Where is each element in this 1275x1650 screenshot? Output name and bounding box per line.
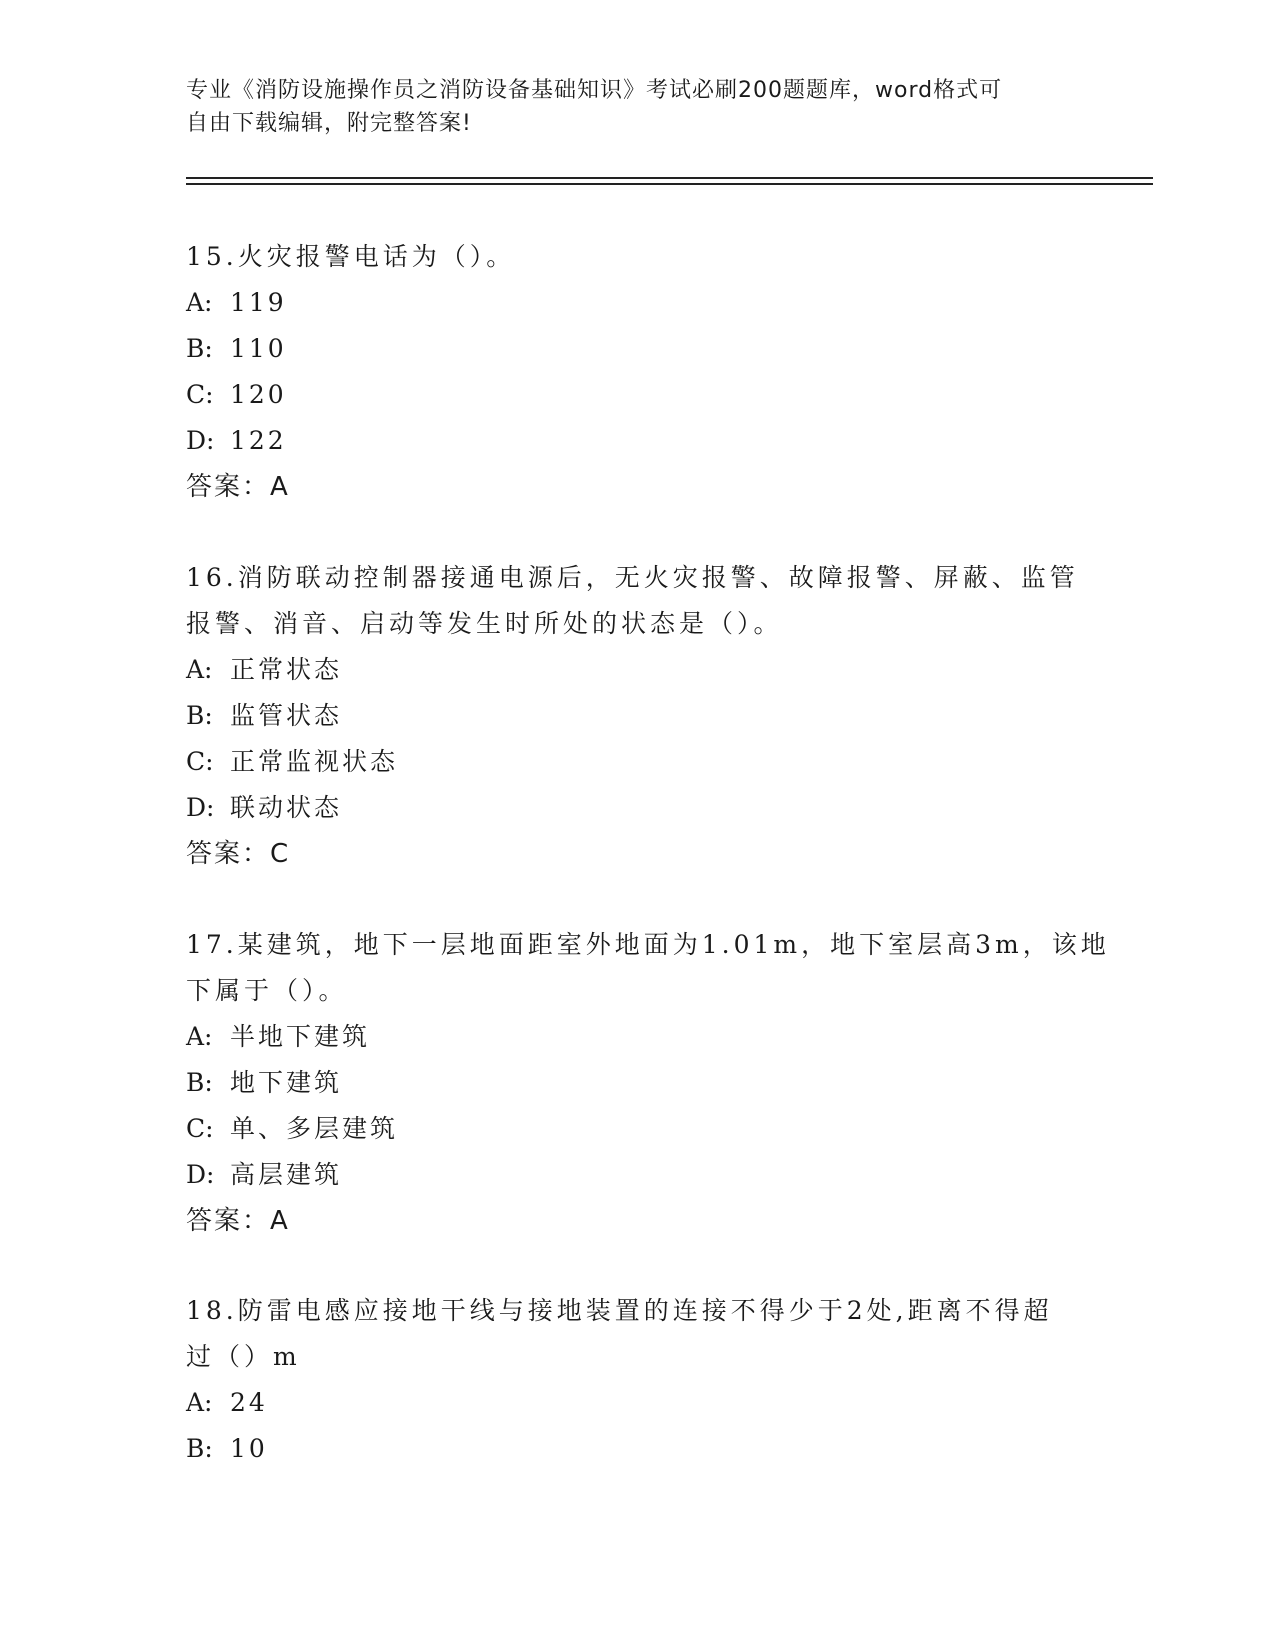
- document-header: [186, 74, 1086, 140]
- question-stem: 15.火灾报警电话为（）。: [186, 242, 516, 271]
- option-text: 高层建筑: [230, 1160, 343, 1189]
- option-c: [186, 739, 1086, 785]
- option-key: A:: [186, 288, 213, 317]
- option-d: [186, 418, 1086, 464]
- option-key: A:: [186, 655, 213, 684]
- question-18: [186, 1288, 1086, 1472]
- option-key: C:: [186, 1114, 214, 1143]
- option-key: B:: [186, 1434, 213, 1463]
- question-15: [186, 234, 1086, 510]
- option-b: [186, 1426, 1086, 1472]
- option-key: D:: [186, 426, 215, 455]
- answer-line: 答案：A: [186, 1206, 290, 1236]
- option-text: 正常状态: [230, 655, 343, 684]
- option-a: [186, 1014, 1086, 1060]
- option-text: 地下建筑: [230, 1068, 343, 1097]
- option-key: A:: [186, 1022, 213, 1051]
- option-text: 监管状态: [230, 701, 343, 730]
- option-text: 119: [230, 288, 287, 317]
- option-a: [186, 647, 1086, 693]
- question-stem-line-1: 17.某建筑，地下一层地面距室外地面为1.01m，地下室层高3m，该地: [186, 930, 1110, 959]
- option-key: A:: [186, 1388, 213, 1417]
- option-d: [186, 1152, 1086, 1198]
- option-key: D:: [186, 793, 215, 822]
- option-b: [186, 693, 1086, 739]
- option-text: 24: [230, 1388, 268, 1417]
- answer-line: 答案：C: [186, 839, 291, 869]
- option-key: B:: [186, 701, 213, 730]
- header-divider-bottom: [186, 183, 1153, 185]
- option-b: [186, 326, 1086, 372]
- option-a: [186, 1380, 1086, 1426]
- header-divider-top: [186, 177, 1153, 179]
- option-text: 正常监视状态: [230, 747, 399, 776]
- option-key: B:: [186, 334, 213, 363]
- option-text: 单、多层建筑: [230, 1114, 399, 1143]
- header-line-2: 自由下载编辑，附完整答案!: [186, 111, 472, 136]
- option-key: B:: [186, 1068, 213, 1097]
- question-stem-line-1: 18.防雷电感应接地干线与接地装置的连接不得少于2处,距离不得超: [186, 1296, 1053, 1325]
- option-text: 联动状态: [230, 793, 343, 822]
- option-key: C:: [186, 747, 214, 776]
- option-text: 110: [230, 334, 287, 363]
- option-key: D:: [186, 1160, 215, 1189]
- question-16: [186, 555, 1086, 877]
- option-text: 10: [230, 1434, 268, 1463]
- option-text: 半地下建筑: [230, 1022, 371, 1051]
- option-text: 122: [230, 426, 287, 455]
- option-d: [186, 785, 1086, 831]
- answer-line: 答案：A: [186, 472, 290, 502]
- question-stem-line-2: 报警、消音、启动等发生时所处的状态是（）。: [186, 609, 783, 638]
- question-stem-line-2: 下属于（）。: [186, 976, 348, 1005]
- option-c: [186, 1106, 1086, 1152]
- option-a: [186, 280, 1086, 326]
- question-stem-line-2: 过（）m: [186, 1342, 301, 1371]
- option-b: [186, 1060, 1086, 1106]
- option-c: [186, 372, 1086, 418]
- option-text: 120: [230, 380, 287, 409]
- header-line-1: 专业《消防设施操作员之消防设备基础知识》考试必刷200题题库，word格式可: [186, 78, 1003, 103]
- question-stem-line-1: 16.消防联动控制器接通电源后，无火灾报警、故障报警、屏蔽、监管: [186, 563, 1079, 592]
- question-17: [186, 922, 1110, 1244]
- option-key: C:: [186, 380, 214, 409]
